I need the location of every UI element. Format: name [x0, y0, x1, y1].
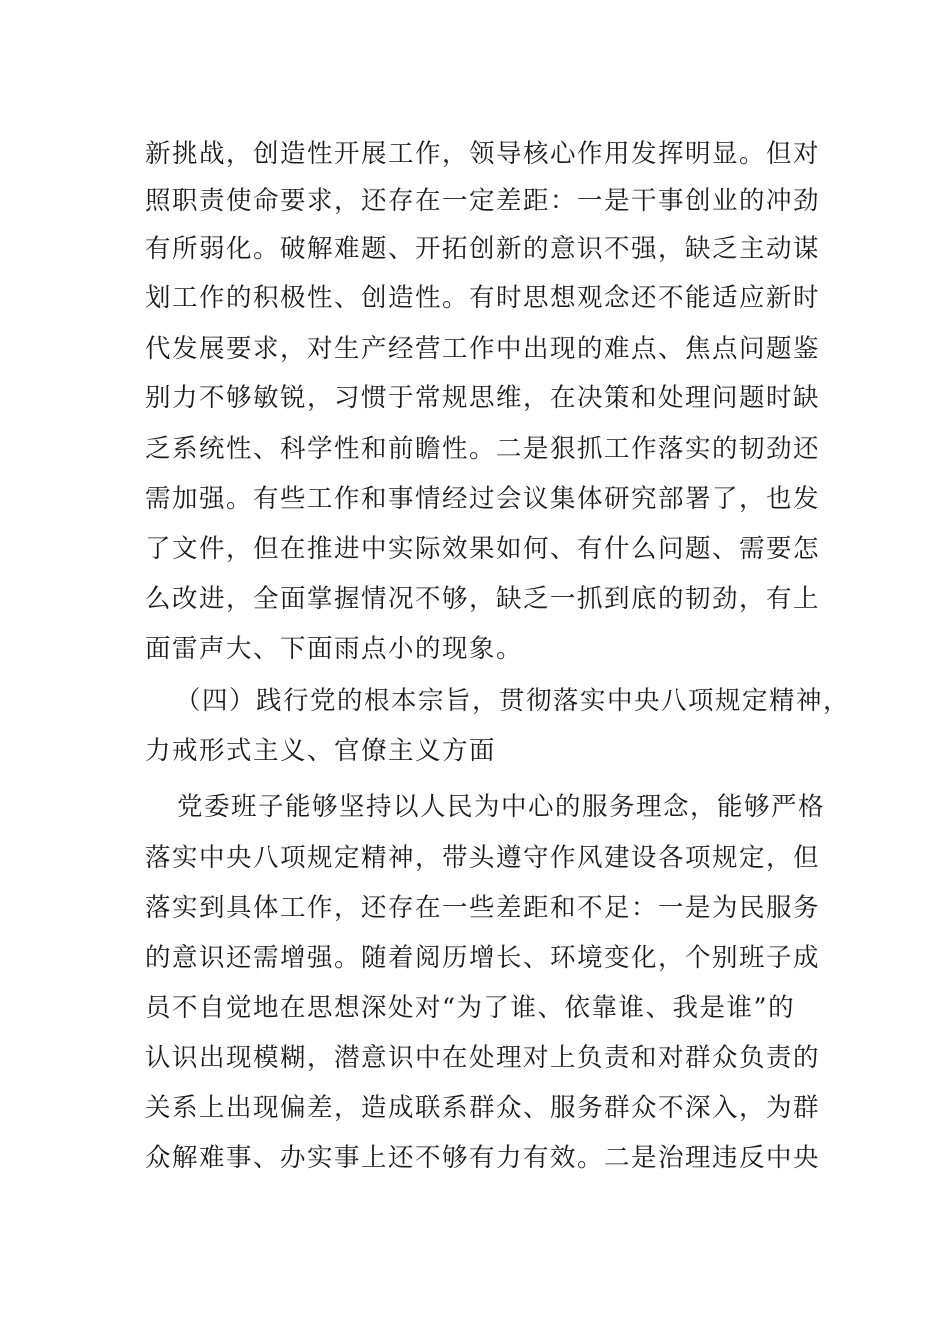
text-line: 么改进，全面掌握情况不够，缺乏一抓到底的韧劲，有上 — [145, 584, 821, 614]
text-line: 党委班子能够坚持以人民为中心的服务理念，能够严格 — [177, 792, 826, 822]
text-line: 众解难事、办实事上还不够有力有效。二是治理违反中央 — [145, 1143, 821, 1173]
text-line: 照职责使命要求，还存在一定差距：一是干事创业的冲劲 — [145, 186, 821, 216]
text-line: 代发展要求，对生产经营工作中出现的难点、焦点问题鉴 — [145, 334, 821, 364]
text-line: 划工作的积极性、创造性。有时思想观念还不能适应新时 — [145, 283, 821, 313]
heading-line: 力戒形式主义、官僚主义方面 — [145, 736, 497, 766]
text-line: 关系上出现偏差，造成联系群众、服务群众不深入，为群 — [145, 1093, 821, 1123]
text-line: 面雷声大、下面雨点小的现象。 — [145, 634, 524, 664]
text-line: 了文件，但在推进中实际效果如何、有什么问题、需要怎 — [145, 534, 821, 564]
text-line: 落实到具体工作，还存在一些差距和不足：一是为民服务 — [145, 893, 821, 923]
text-line: 落实中央八项规定精神，带头遵守作风建设各项规定，但 — [145, 843, 821, 873]
text-line: 别力不够敏锐，习惯于常规思维，在决策和处理问题时缺 — [145, 383, 821, 413]
text-line: 认识出现模糊，潜意识中在处理对上负责和对群众负责的 — [145, 1043, 821, 1073]
text-line: 员不自觉地在思想深处对“为了谁、依靠谁、我是谁”的 — [145, 993, 796, 1023]
text-line: 新挑战，创造性开展工作，领导核心作用发挥明显。但对 — [145, 139, 821, 169]
text-line: 需加强。有些工作和事情经过会议集体研究部署了，也发 — [145, 484, 821, 514]
text-line: 乏系统性、科学性和前瞻性。二是狠抓工作落实的韧劲还 — [145, 434, 821, 464]
text-line: 有所弱化。破解难题、开拓创新的意识不强，缺乏主动谋 — [145, 234, 821, 264]
text-line: 的意识还需增强。随着阅历增长、环境变化，个别班子成 — [145, 943, 821, 973]
heading-line: （四）践行党的根本宗旨，贯彻落实中央八项规定精神， — [175, 686, 851, 716]
